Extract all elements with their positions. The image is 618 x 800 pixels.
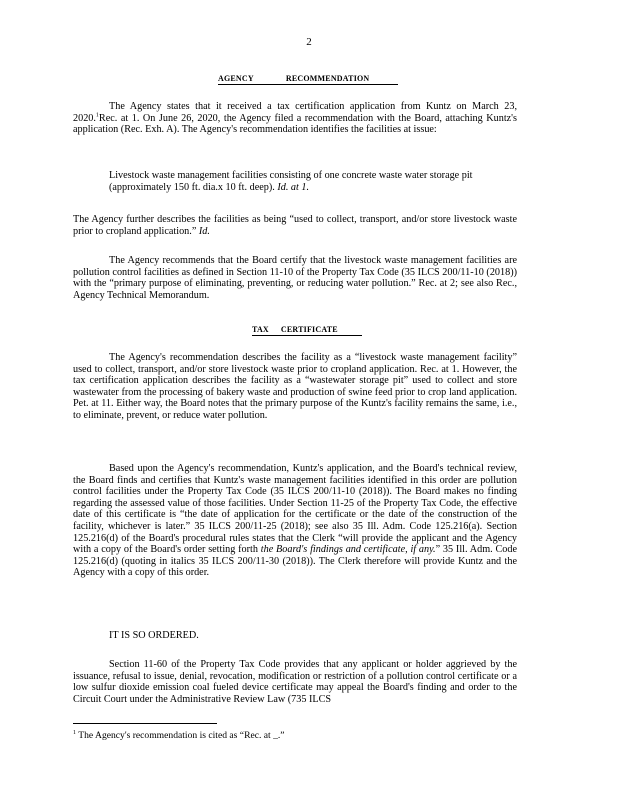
- paragraph-text: Rec. at 1. On June 26, 2020, the Agency filed a recommendation with the Board, attaching Kuntz's application (Rec. Exh. A). The Agency's recommendation identifies the facilities at issue:: [73, 112, 517, 136]
- italic-quotation: the Board's findings and certificate, if any.: [260, 544, 436, 556]
- paragraph-facility-purpose: The Agency's recommendation describes the facility as a “livestock waste management facility” used to collect, transport, and/or store livestock waste prior to cropland application. Rec. at 1. However, the tax certification application describes the facility as a “wastewater storage pit” used to collect and store wastewater from the processing of bakery waste and production of swine feed prior to crop land application. Pet. at 11. Either way, the Board notes that the primary purpose of the Kuntz's facility remains the same, i.e., to eliminate, prevent, or reduce water pollution.: [73, 352, 517, 421]
- footnote-text: The Agency's recommendation is cited as “Rec. at _.”: [78, 730, 285, 741]
- ordered-statement: IT IS SO ORDERED.: [109, 630, 199, 641]
- footnote-reference[interactable]: 1: [95, 112, 99, 119]
- paragraph-facility-description: [73, 214, 517, 237]
- paragraph-text: Based upon the Agency's recommendation, Kuntz's application, and the Board's technical review, the Board finds and certifies that Kuntz's waste management facilities identified in this order are pollution control facilities under the Property Tax Code (35 ILCS 200/11-10 (2018)). The Board makes no finding regarding the assessed value of those facilities. Under Section 11-25 of the Property Tax Code, the effective date of this certificate is “the date of application for the certificate or the date of the construction of the facility, whichever is later.” 35 ILCS 200/11-25 (2018); see also 35 Ill. Adm. Code 125.216(a). Section 125.216(d) of the Board's procedural rules states that the Clerk “will provide the applicant and the Agency with a copy of the Board's order setting forth: [73, 463, 517, 556]
- block-quote: [109, 170, 499, 193]
- heading-word: RECOMMENDATION: [285, 74, 370, 83]
- paragraph-agency-receipt: [73, 101, 517, 136]
- paragraph-text: The Agency states that it received a tax certification application from Kuntz on March 23, 2020.: [73, 101, 517, 124]
- paragraph-text: ” 35 Ill. Adm. Code 125.216(d) (quoting in italics 35 ILCS 200/11-30 (2018)). The Clerk therefore will provide Kuntz and the Agency with a copy of this order.: [73, 544, 517, 579]
- paragraph-agency-recommends: The Agency recommends that the Board certify that the livestock waste management facilities are pollution control facilities as defined in Section 11-10 of the Property Tax Code (35 ILCS 200/11-10 (2018)) with the “primary purpose of eliminating, preventing, or reducing water pollution.” Rec. at 2; see also Rec., Agency Technical Memorandum.: [73, 255, 517, 301]
- heading-word: CERTIFICATE: [280, 325, 338, 334]
- tax-certificate-heading: [252, 325, 362, 336]
- page-number: 2: [306, 36, 312, 48]
- paragraph-text: The Agency further describes the facilities as being “used to collect, transport, and/or store livestock waste prior to cropland application.”: [73, 214, 517, 237]
- citation: Id.: [198, 225, 210, 237]
- paragraph-board-findings: [73, 463, 517, 579]
- paragraph-appeal-rights: Section 11-60 of the Property Tax Code provides that any applicant or holder aggrieved by the issuance, refusal to issue, denial, revocation, modification or restriction of a pollution control certificate or a low sulfur dioxide emission coal fueled device certificate may appeal the Board's finding and order to the Circuit Court under the Administrative Review Law (735 ILCS: [73, 659, 517, 705]
- heading-word: TAX: [252, 325, 269, 334]
- footnote-number: 1: [73, 729, 76, 736]
- heading-word: AGENCY: [218, 74, 254, 83]
- footnote-divider: [73, 723, 217, 724]
- quote-citation: Id. at 1.: [277, 181, 310, 193]
- agency-recommendation-heading: [218, 74, 398, 85]
- footnote: [73, 730, 373, 742]
- quote-text: Livestock waste management facilities consisting of one concrete waste water storage pit (approximately 150 ft. dia.x 10 ft. deep).: [109, 170, 473, 193]
